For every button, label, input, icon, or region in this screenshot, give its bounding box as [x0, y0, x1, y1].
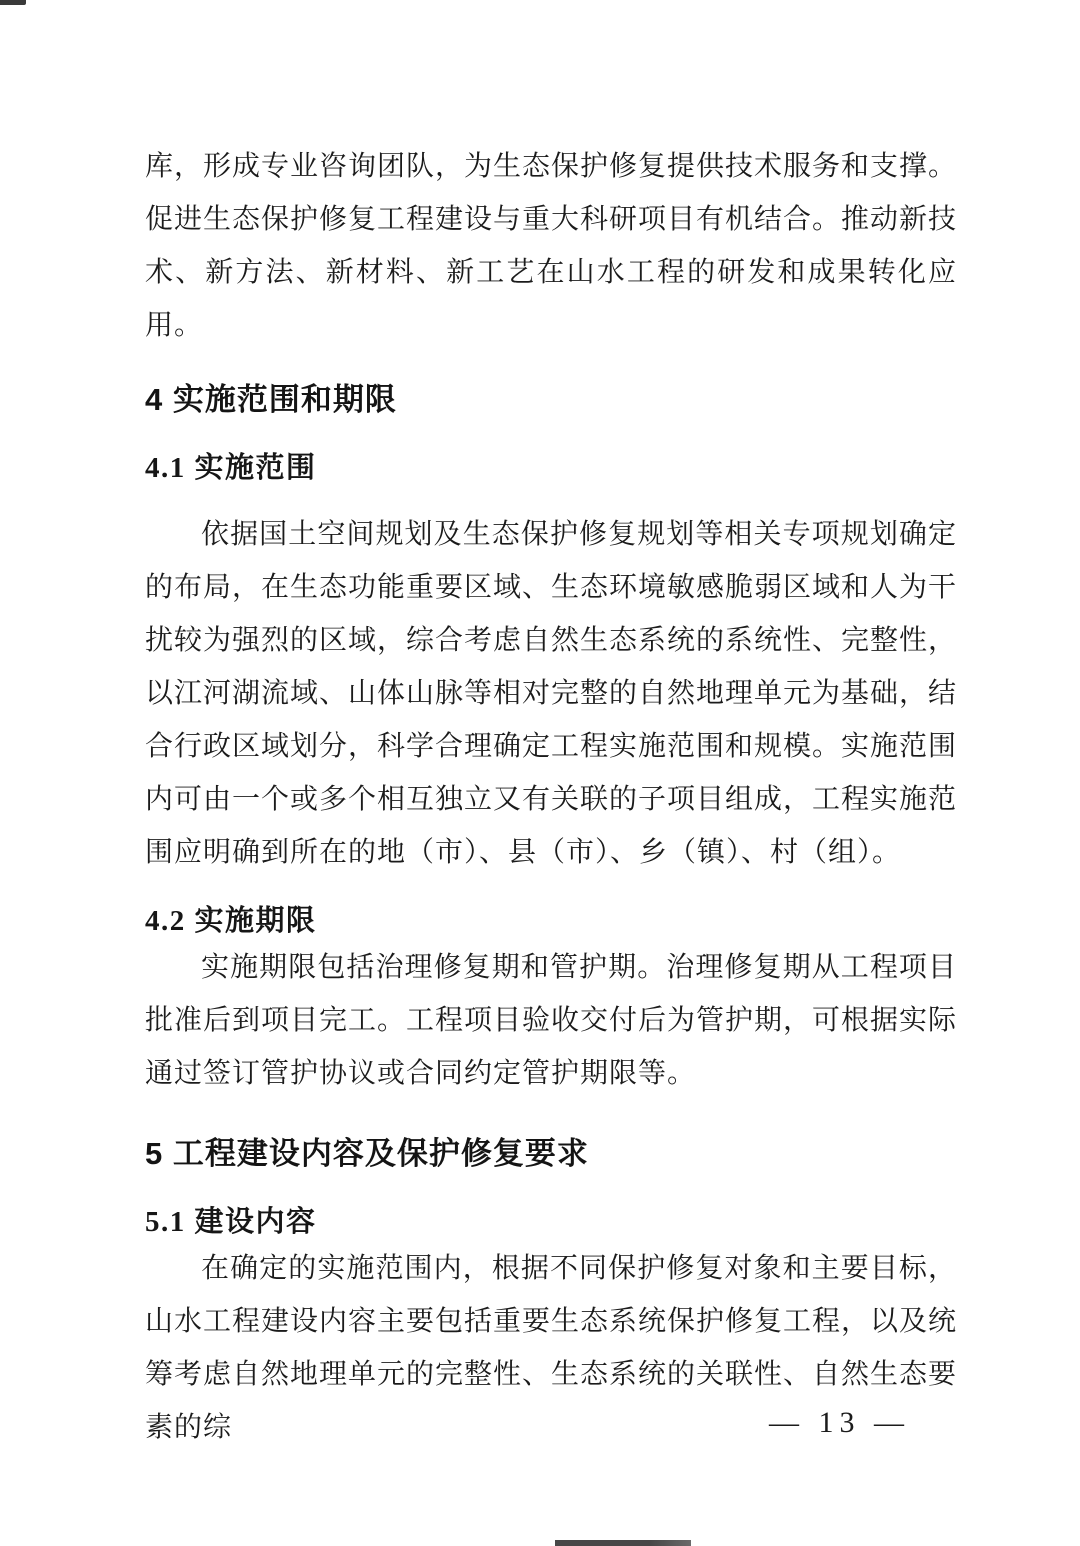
section-4-1-heading: 4.1 实施范围 [145, 452, 317, 484]
section-5-heading: 5 工程建设内容及保护修复要求 [145, 1136, 589, 1171]
scan-artifact-top-left [0, 0, 26, 5]
page-content [145, 140, 957, 1454]
section-5-1-paragraph: 在确定的实施范围内，根据不同保护修复对象和主要目标，山水工程建设内容主要包括重要生态系统保护修复工程，以及统筹考虑自然地理单元的完整性、生态系统的关联性、自然生态要素的综 [145, 1253, 958, 1443]
section-4-heading: 4 实施范围和期限 [145, 382, 397, 417]
section-5-1-heading: 5.1 建设内容 [145, 1206, 317, 1238]
section-4-2-heading: 4.2 实施期限 [145, 905, 317, 937]
section-4-2-paragraph: 实施期限包括治理修复期和管护期。治理修复期从工程项目批准后到项目完工。工程项目验收交付后为管护期，可根据实际通过签订管护协议或合同约定管护期限等。 [145, 952, 958, 1089]
section-4-1-paragraph: 依据国土空间规划及生态保护修复规划等相关专项规划确定的布局，在生态功能重要区域、生态环境敏感脆弱区域和人为干扰较为强烈的区域，综合考虑自然生态系统的系统性、完整性，以江河湖流域、山体山脉等相对完整的自然地理单元为基础，结合行政区域划分，科学合理确定工程实施范围和规模。实施范围内可由一个或多个相互独立又有关联的子项目组成，工程实施范围应明确到所在的地（市）、县（市）、乡（镇）、村（组）。 [145, 519, 958, 868]
page-number: — 13 — [769, 1406, 910, 1439]
scan-artifact-bottom-bar [555, 1540, 691, 1546]
paragraph-continued-from-previous-page: 库，形成专业咨询团队，为生态保护修复提供技术服务和支撑。促进生态保护修复工程建设与重大科研项目有机结合。推动新技术、新方法、新材料、新工艺在山水工程的研发和成果转化应用。 [145, 151, 958, 341]
